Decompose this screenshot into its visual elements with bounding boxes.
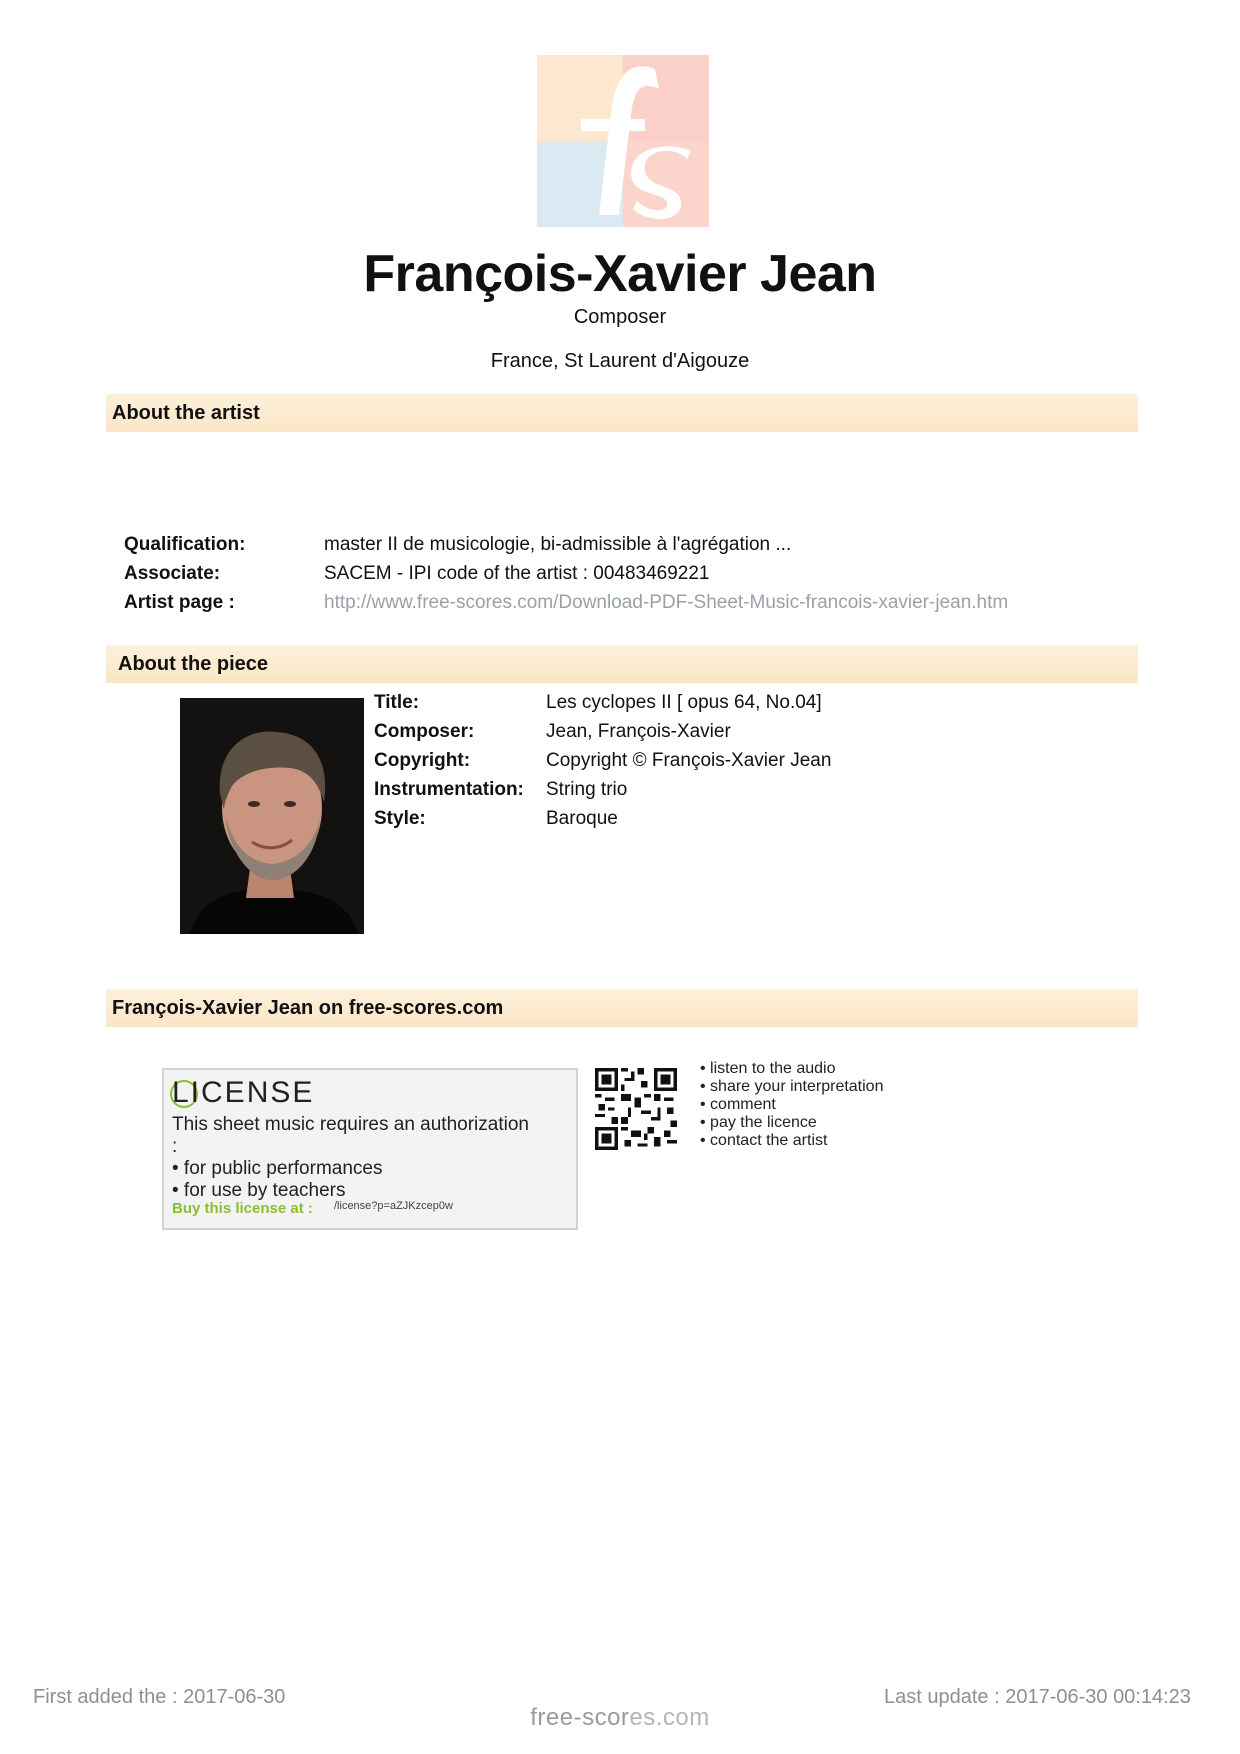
instrumentation-value: String trio	[546, 779, 628, 800]
on-site-heading	[112, 997, 503, 1020]
artist-name: François-Xavier Jean	[363, 245, 877, 303]
artist-page-link[interactable]: http://www.free-scores.com/Download-PDF-Sheet-Music-francois-xavier-jean.htm	[324, 592, 1009, 613]
license-title: LICENSE	[172, 1076, 315, 1109]
brand-part-free: free	[348, 997, 386, 1019]
qr-code-icon[interactable]	[595, 1068, 677, 1150]
brand-part-es: es	[434, 997, 457, 1019]
brand-part-scor: scor	[392, 997, 435, 1019]
style-label: Style:	[374, 808, 426, 829]
footer-brand	[0, 1704, 1240, 1732]
last-update-date: Last update : 2017-06-30 00:14:23	[884, 1686, 1191, 1708]
about-artist-heading: About the artist	[112, 402, 260, 424]
free-scores-logo	[537, 55, 709, 227]
brand-part-dash: -	[385, 997, 393, 1019]
buy-license-link[interactable]: /license?p=aZJKzcep0w	[334, 1200, 453, 1212]
artist-photo	[180, 698, 364, 934]
artist-page-label: Artist page :	[124, 592, 235, 613]
about-artist-header	[106, 394, 1138, 432]
composer-label: Composer:	[374, 721, 475, 742]
brand-part-com: .com	[456, 997, 504, 1019]
instrumentation-label: Instrumentation:	[374, 779, 524, 800]
feature-listen: • listen to the audio	[700, 1060, 836, 1077]
license-bullet-public: • for public performances	[172, 1158, 383, 1179]
on-site-header	[106, 989, 1138, 1027]
first-added-date: First added the : 2017-06-30	[33, 1686, 286, 1708]
associate-label: Associate:	[124, 563, 221, 584]
title-label: Title:	[374, 692, 420, 713]
artist-role: Composer	[573, 306, 667, 328]
about-piece-header	[106, 645, 1138, 683]
artist-location: France, St Laurent d'Aigouze	[490, 350, 750, 372]
feature-share: • share your interpretation	[700, 1078, 884, 1095]
footer-brand-tail: es.com	[629, 1704, 710, 1731]
copyright-value: Copyright © François-Xavier Jean	[546, 750, 832, 771]
qualification-label: Qualification:	[124, 534, 246, 555]
license-line2: :	[172, 1136, 178, 1157]
buy-license-label: Buy this license at :	[172, 1200, 313, 1217]
copyright-label: Copyright:	[374, 750, 471, 771]
feature-comment: • comment	[700, 1096, 776, 1113]
style-value: Baroque	[546, 808, 618, 829]
on-site-prefix: François-Xavier Jean on	[112, 997, 349, 1019]
associate-value: SACEM - IPI code of the artist : 00483469221	[324, 563, 710, 584]
feature-contact: • contact the artist	[700, 1132, 828, 1149]
license-line1: This sheet music requires an authorization	[172, 1114, 529, 1135]
title-value: Les cyclopes II [ opus 64, No.04]	[546, 692, 822, 713]
license-bullet-teachers: • for use by teachers	[172, 1180, 346, 1201]
license-box	[162, 1068, 578, 1230]
footer-brand-main: free-scor	[530, 1704, 630, 1731]
qualification-value: master II de musicologie, bi-admissible à l'agrégation ...	[324, 534, 792, 555]
about-piece-heading: About the piece	[118, 653, 269, 675]
composer-value: Jean, François-Xavier	[546, 721, 731, 742]
feature-pay: • pay the licence	[700, 1114, 817, 1131]
